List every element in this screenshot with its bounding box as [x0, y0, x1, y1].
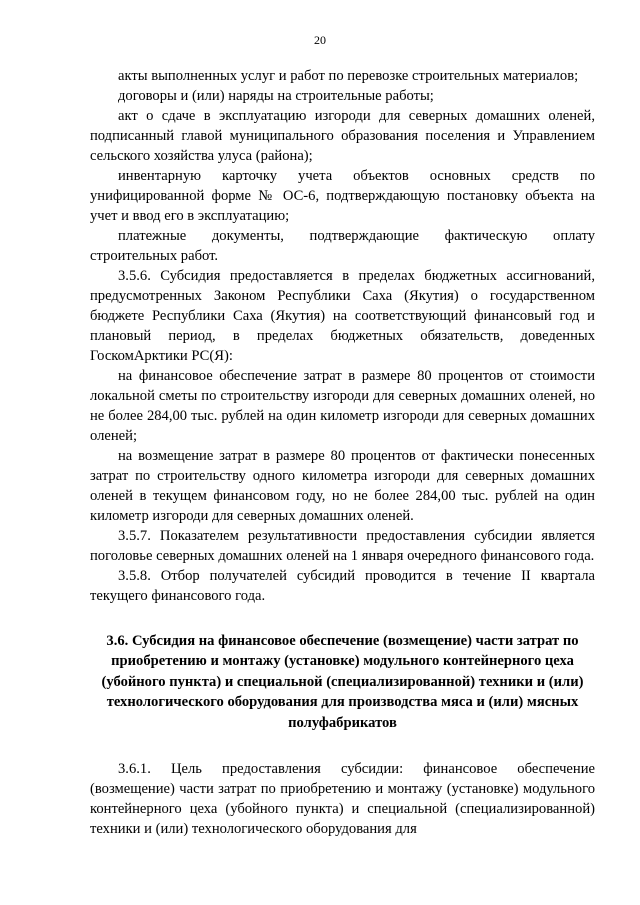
paragraph-3-5-8: 3.5.8. Отбор получателей субсидий проводится в течение II квартала текущего финансового года.: [90, 568, 595, 604]
section-heading-3-6: 3.6. Субсидия на финансовое обеспечение (возмещение) части затрат по приобретению и монтажу (установке) модульного контейнерного цеха (убойного пункта) и специальной (специализированной) техники и (или) технологического оборудования для производства мяса и (или) мясных полуфабрикатов: [101, 633, 584, 731]
paragraph-acceptance-act: акт о сдаче в эксплуатацию изгороди для северных домашних оленей, подписанный главой муниципального образования поселения и Управлением сельского хозяйства улуса (района);: [90, 108, 595, 164]
paragraph-reimbursement: на возмещение затрат в размере 80 процентов от фактически понесенных затрат по строительству одного километра изгороди для северных домашних оленей в текущем финансовом году, но не более 284,00 тыс. рублей на один километр изгороди для северных домашних оленей.: [90, 448, 595, 524]
paragraph-payment-docs: платежные документы, подтверждающие фактическую оплату строительных работ.: [90, 228, 595, 264]
document-body: [90, 66, 595, 839]
paragraph-3-5-6: 3.5.6. Субсидия предоставляется в пределах бюджетных ассигнований, предусмотренных Законом Республики Саха (Якутия) о государственном бюджете Республики Саха (Якутия) на соответствующий финансовый год и плановый период, в пределах бюджетных обязательств, доведенных ГоскомАрктики РС(Я):: [90, 268, 595, 364]
paragraph-inventory-card: инвентарную карточку учета объектов основных средств по унифицированной форме № ОС-6, подтверждающую постановку объекта на учет и ввод его в эксплуатацию;: [90, 168, 595, 224]
page-number: 20: [314, 33, 326, 47]
paragraph-3-5-7: 3.5.7. Показателем результативности предоставления субсидии является поголовье северных домашних оленей на 1 января очередного финансового года.: [90, 528, 595, 564]
paragraph-financing: на финансовое обеспечение затрат в размере 80 процентов от стоимости локальной сметы по строительству изгороди для северных домашних оленей, но не более 284,00 тыс. рублей на один километр изгороди для северных домашних оленей;: [90, 368, 595, 444]
paragraph-acts: акты выполненных услуг и работ по перевозке строительных материалов;: [118, 68, 579, 84]
paragraph-3-6-1: 3.6.1. Цель предоставления субсидии: финансовое обеспечение (возмещение) части затрат по приобретению и монтажу (установке) модульного контейнерного цеха (убойного пункта) и специальной (специализированной) техники и (или) технологического оборудования для: [90, 761, 595, 838]
paragraph-contracts: договоры и (или) наряды на строительные работы;: [118, 88, 434, 104]
